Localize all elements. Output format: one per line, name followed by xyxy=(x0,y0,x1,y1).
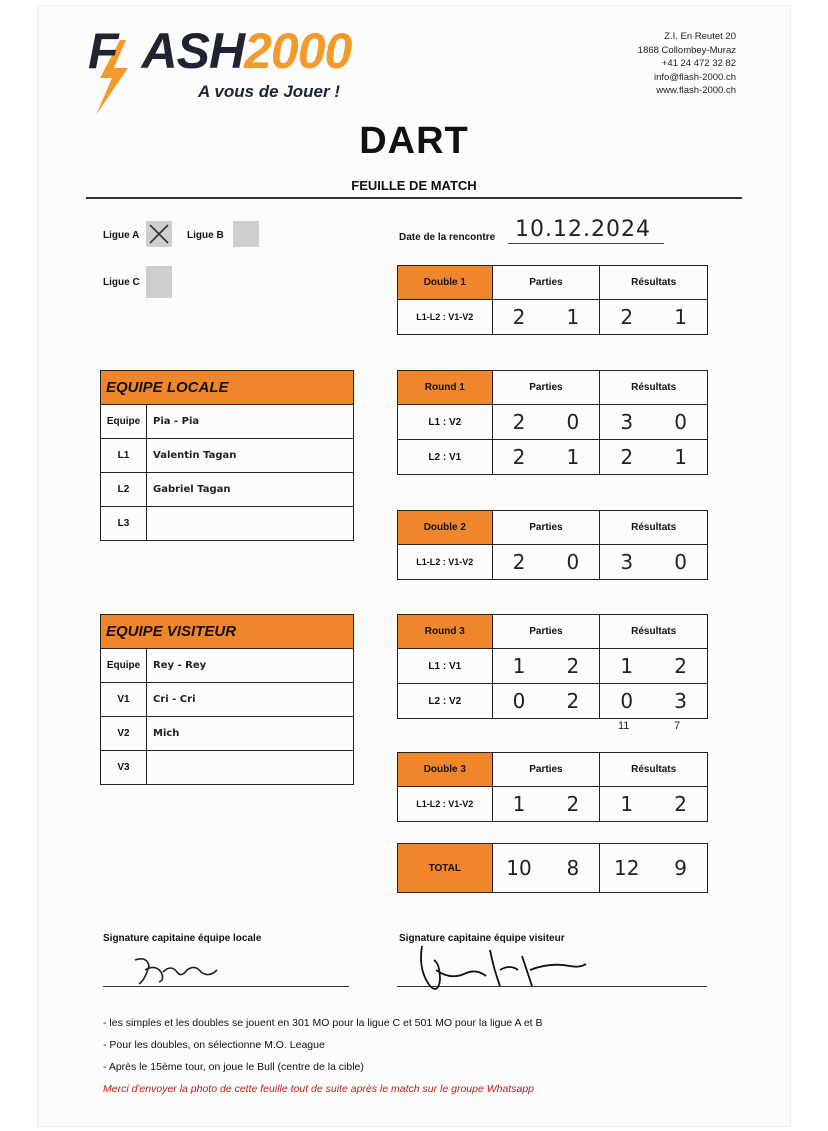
address-line: 1868 Collombey-Muraz xyxy=(637,44,736,56)
equipe-locale-title: EQUIPE LOCALE xyxy=(101,371,354,405)
address-website: www.flash-2000.ch xyxy=(656,85,736,96)
match-row-label: L1 : V1 xyxy=(398,649,493,684)
player-name-field[interactable]: Mich xyxy=(147,717,354,751)
double-3-table xyxy=(397,752,708,822)
team-row-label: V1 xyxy=(101,683,147,717)
resultats-local: 3 xyxy=(620,550,634,574)
address-line: Z.I. En Reutet 20 xyxy=(664,31,736,42)
resultats-cell[interactable] xyxy=(600,405,708,440)
resultats-header: Résultats xyxy=(600,371,708,405)
ligue-c-label: Ligue C xyxy=(103,277,140,288)
player-name-field[interactable] xyxy=(147,507,354,541)
double-1-title: Double 1 xyxy=(398,266,493,300)
team-row-label: L2 xyxy=(101,473,147,507)
double-2-title: Double 2 xyxy=(398,511,493,545)
logo-number: 2000 xyxy=(244,23,352,79)
total-resultats-visiteur: 9 xyxy=(674,856,687,880)
resultats-header: Résultats xyxy=(600,511,708,545)
resultats-local: 3 xyxy=(620,410,634,434)
address-phone: +41 24 472 32 82 xyxy=(661,58,736,69)
match-row-label: L1-L2 : V1-V2 xyxy=(398,300,493,335)
parties-header: Parties xyxy=(492,266,600,300)
signature-visiteur-scribble[interactable] xyxy=(410,940,590,1000)
resultats-cell[interactable] xyxy=(600,545,708,580)
parties-visiteur: 0 xyxy=(566,410,580,434)
team-name-field[interactable]: Rey - Rey xyxy=(147,649,354,683)
match-row-label: L1-L2 : V1-V2 xyxy=(398,787,493,822)
total-parties-local: 10 xyxy=(506,856,532,880)
resultats-cell[interactable] xyxy=(600,300,708,335)
match-row-label: L2 : V1 xyxy=(398,440,493,475)
total-parties-visiteur: 8 xyxy=(566,856,580,880)
parties-header: Parties xyxy=(492,511,600,545)
ligue-b-label: Ligue B xyxy=(187,230,224,241)
match-row-label: L1-L2 : V1-V2 xyxy=(398,545,493,580)
round-3-extra-visiteur: 7 xyxy=(674,720,681,732)
total-resultats-local: 12 xyxy=(614,856,640,880)
total-resultats-cell[interactable] xyxy=(600,844,708,893)
round-3-table xyxy=(397,614,708,719)
resultats-visiteur: 2 xyxy=(674,792,687,816)
parties-cell[interactable] xyxy=(492,405,600,440)
resultats-local: 2 xyxy=(620,305,634,329)
equipe-locale-table xyxy=(100,370,354,541)
player-name-field[interactable]: Valentin Tagan xyxy=(147,439,354,473)
equipe-visiteur-table xyxy=(100,614,354,785)
resultats-cell[interactable] xyxy=(600,684,708,719)
team-row-label: V3 xyxy=(101,751,147,785)
parties-cell[interactable] xyxy=(492,649,600,684)
header-divider xyxy=(86,197,742,199)
resultats-cell[interactable] xyxy=(600,440,708,475)
signature-local-label: Signature capitaine équipe locale xyxy=(103,933,262,944)
resultats-visiteur: 0 xyxy=(674,410,687,434)
parties-cell[interactable] xyxy=(492,684,600,719)
team-row-label: L1 xyxy=(101,439,147,473)
resultats-cell[interactable] xyxy=(600,787,708,822)
team-row-label: Equipe xyxy=(101,649,147,683)
parties-visiteur: 2 xyxy=(566,792,580,816)
resultats-local: 0 xyxy=(620,689,634,713)
player-name-field[interactable]: Gabriel Tagan xyxy=(147,473,354,507)
round-1-table xyxy=(397,370,708,475)
player-name-field[interactable]: Cri - Cri xyxy=(147,683,354,717)
logo-letter-f: F xyxy=(88,23,118,79)
page-subtitle: FEUILLE DE MATCH xyxy=(351,178,477,193)
parties-visiteur: 0 xyxy=(566,550,580,574)
parties-local: 0 xyxy=(512,689,526,713)
whatsapp-note: Merci d'envoyer la photo de cette feuille tout de suite après le match sur le groupe Whatsapp xyxy=(103,1083,534,1095)
company-address xyxy=(638,30,736,98)
resultats-local: 2 xyxy=(620,445,634,469)
team-row-label: L3 xyxy=(101,507,147,541)
logo-letters-ash: ASH xyxy=(141,23,245,79)
parties-local: 1 xyxy=(512,654,526,678)
resultats-local: 1 xyxy=(620,792,634,816)
signature-local-scribble[interactable] xyxy=(125,950,225,990)
page-title: DART xyxy=(359,120,469,162)
resultats-local: 1 xyxy=(620,654,634,678)
total-title: TOTAL xyxy=(398,844,493,893)
match-row-label: L2 : V2 xyxy=(398,684,493,719)
resultats-visiteur: 3 xyxy=(674,689,687,713)
parties-local: 2 xyxy=(512,445,526,469)
total-parties-cell[interactable] xyxy=(492,844,600,893)
ligue-b-checkbox[interactable] xyxy=(233,221,259,247)
team-row-label: V2 xyxy=(101,717,147,751)
parties-cell[interactable] xyxy=(492,787,600,822)
signature-visiteur-label: Signature capitaine équipe visiteur xyxy=(399,933,565,944)
address-email: info@flash-2000.ch xyxy=(654,71,736,83)
parties-cell[interactable] xyxy=(492,440,600,475)
double-2-table xyxy=(397,510,708,580)
tagline: A vous de Jouer ! xyxy=(198,82,341,101)
team-name-field[interactable]: Pia - Pia xyxy=(147,405,354,439)
round-3-extra-local: 11 xyxy=(618,720,630,732)
total-table xyxy=(397,843,708,893)
parties-local: 2 xyxy=(512,550,526,574)
note-line: - les simples et les doubles se jouent en 301 MO pour la ligue C et 501 MO pour la ligue A et B xyxy=(103,1017,543,1029)
flash2000-logo xyxy=(88,23,352,79)
parties-visiteur: 1 xyxy=(566,305,580,329)
parties-local: 2 xyxy=(512,410,526,434)
parties-cell[interactable] xyxy=(492,300,600,335)
resultats-visiteur: 1 xyxy=(674,445,687,469)
parties-header: Parties xyxy=(492,615,600,649)
parties-visiteur: 2 xyxy=(566,654,580,678)
parties-local: 1 xyxy=(512,792,526,816)
equipe-visiteur-title: EQUIPE VISITEUR xyxy=(101,615,354,649)
parties-header: Parties xyxy=(492,753,600,787)
round-1-title: Round 1 xyxy=(398,371,493,405)
parties-visiteur: 2 xyxy=(566,689,580,713)
parties-local: 2 xyxy=(512,305,526,329)
team-row-label: Equipe xyxy=(101,405,147,439)
parties-header: Parties xyxy=(492,371,600,405)
ligue-c-checkbox[interactable] xyxy=(146,266,172,298)
round-3-title: Round 3 xyxy=(398,615,493,649)
double-3-title: Double 3 xyxy=(398,753,493,787)
date-underline xyxy=(508,243,664,244)
rules-notes xyxy=(103,1012,543,1100)
player-name-field[interactable] xyxy=(147,751,354,785)
date-value[interactable]: 10.12.2024 xyxy=(515,217,651,242)
parties-visiteur: 1 xyxy=(566,445,580,469)
resultats-visiteur: 1 xyxy=(674,305,687,329)
note-line: - Pour les doubles, on sélectionne M.O. League xyxy=(103,1039,325,1051)
resultats-visiteur: 0 xyxy=(674,550,687,574)
parties-cell[interactable] xyxy=(492,545,600,580)
match-row-label: L1 : V2 xyxy=(398,405,493,440)
resultats-header: Résultats xyxy=(600,753,708,787)
resultats-visiteur: 2 xyxy=(674,654,687,678)
resultats-cell[interactable] xyxy=(600,649,708,684)
note-line: - Après le 15ème tour, on joue le Bull (centre de la cible) xyxy=(103,1061,364,1073)
double-1-table xyxy=(397,265,708,335)
resultats-header: Résultats xyxy=(600,615,708,649)
checked-x-icon xyxy=(146,221,172,247)
ligue-a-label: Ligue A xyxy=(103,230,140,241)
resultats-header: Résultats xyxy=(600,266,708,300)
date-label: Date de la rencontre xyxy=(399,232,496,243)
